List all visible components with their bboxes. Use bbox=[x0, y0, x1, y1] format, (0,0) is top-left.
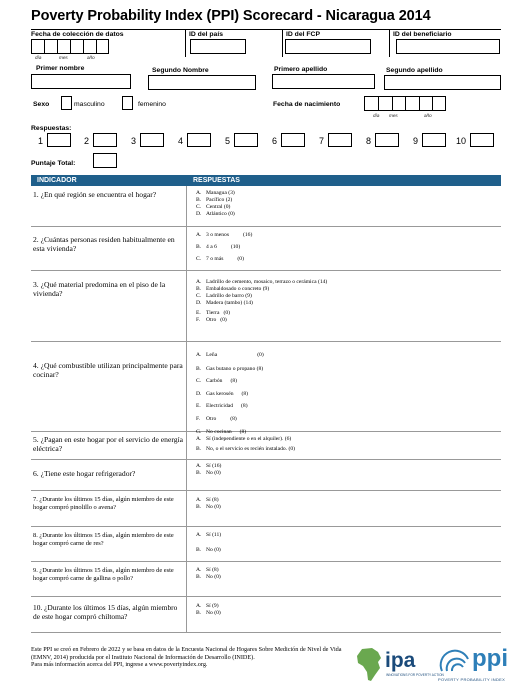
col-indicador: INDICADOR bbox=[37, 176, 77, 184]
answer-option-text: Atlántico (0) bbox=[206, 210, 235, 217]
row-divider bbox=[31, 459, 501, 460]
answer-option-key: A. bbox=[196, 603, 202, 609]
answer-option-text: Tierra bbox=[206, 309, 220, 316]
answer-option bbox=[196, 279, 327, 286]
answer-option-key: B. bbox=[196, 469, 202, 476]
id-fcp-field[interactable] bbox=[285, 39, 371, 54]
column-divider bbox=[186, 431, 187, 459]
answer-option-text: No, o el servicio es recién instalado. (0) bbox=[206, 445, 296, 452]
answer-option bbox=[196, 244, 240, 251]
answer-option-key: D. bbox=[196, 299, 202, 306]
ipa-logo bbox=[356, 647, 444, 683]
row-divider bbox=[31, 596, 501, 597]
question-text: 6. ¿Tiene este hogar refrigerador? bbox=[33, 469, 136, 478]
answer-option-key: B. bbox=[196, 244, 202, 250]
answer-option-key: B. bbox=[196, 445, 202, 452]
answer-box[interactable] bbox=[93, 133, 117, 147]
answer-option bbox=[196, 190, 235, 197]
answer-option-key: B. bbox=[196, 503, 202, 510]
answer-option-points: (8) bbox=[239, 429, 247, 436]
answer-box[interactable] bbox=[187, 133, 211, 147]
column-divider bbox=[186, 270, 187, 341]
answer-box[interactable] bbox=[375, 133, 399, 147]
answer-option-key: A. bbox=[196, 497, 202, 503]
answer-option-text: Gas butano o propano (8) bbox=[206, 366, 264, 373]
answer-option-key: F. bbox=[196, 316, 201, 323]
answer-option-key: C. bbox=[196, 256, 202, 262]
answer-option-key: E. bbox=[196, 402, 201, 409]
answer-option bbox=[196, 256, 244, 263]
answer-option-text: No (0) bbox=[206, 609, 221, 616]
answer-option bbox=[196, 293, 252, 300]
answer-option bbox=[196, 204, 230, 211]
answer-option-key: B. bbox=[196, 573, 202, 580]
footer-line-1: Este PPI se creó en Febrero de 2022 y se basa en datos de la Encuesta Nacional de Hogares Sobre Medición de Nivel de Vida bbox=[31, 646, 342, 653]
footer-line-2: (EMNV, 2014) producida por el Instituto Nacional de Información de Desarrollo (INIDE). bbox=[31, 653, 255, 661]
answer-option-text: No (0) bbox=[206, 469, 221, 476]
answer-number-label: 8 bbox=[366, 136, 372, 146]
answer-option-key: B. bbox=[196, 366, 202, 373]
label-segundo-apellido: Segundo apellido bbox=[386, 67, 443, 74]
answer-option-points: (0) bbox=[220, 316, 227, 323]
label-dia: día bbox=[35, 55, 42, 60]
label-primer-nombre: Primer nombre bbox=[36, 65, 85, 72]
answer-option-key: D. bbox=[196, 210, 202, 217]
label-femenino: femenino bbox=[138, 101, 166, 108]
answer-option bbox=[196, 547, 221, 554]
label-nac-mes: mes bbox=[389, 113, 398, 118]
answer-option-text: 7 o más bbox=[206, 256, 224, 262]
answer-option bbox=[196, 352, 264, 359]
answer-number-label: 9 bbox=[413, 136, 419, 146]
answer-option-key: A. bbox=[196, 532, 202, 538]
answer-option-points: (10) bbox=[230, 244, 241, 250]
answer-option bbox=[196, 286, 269, 293]
answer-option bbox=[196, 232, 252, 239]
row-divider bbox=[31, 632, 501, 633]
answer-option-text: Sí (8) bbox=[206, 567, 219, 573]
answer-option bbox=[196, 391, 248, 398]
answer-number-label: 2 bbox=[84, 136, 90, 146]
label-masculino: masculino bbox=[74, 101, 105, 108]
answer-number-label: 6 bbox=[272, 136, 278, 146]
answer-option-key: A. bbox=[196, 279, 202, 285]
answer-option bbox=[196, 436, 291, 443]
segundo-nombre-field[interactable] bbox=[148, 75, 256, 90]
primer-apellido-field[interactable] bbox=[272, 74, 375, 89]
label-id-pais: ID del país bbox=[189, 31, 223, 38]
answer-option bbox=[196, 197, 232, 204]
answer-option-points: (8) bbox=[230, 378, 237, 385]
footer-text bbox=[31, 646, 361, 669]
answer-option-text: Madera (tambo) (14) bbox=[206, 299, 253, 306]
ppi-logo-text: ppi bbox=[472, 645, 508, 672]
question-text: 10. ¿Durante los últimos 15 días, algún miembro de este hogar compró chiltoma? bbox=[33, 603, 178, 621]
ipa-logo-subtitle: INNOVATIONS FOR POVERTY ACTION bbox=[386, 673, 444, 677]
label-primer-apellido: Primero apellido bbox=[274, 66, 328, 73]
answer-option-points: (0) bbox=[223, 309, 230, 316]
answer-box[interactable] bbox=[470, 133, 494, 147]
answer-option bbox=[196, 504, 221, 511]
column-divider bbox=[186, 226, 187, 270]
answer-option-text: Sí (8) bbox=[206, 497, 219, 503]
answer-option bbox=[196, 463, 221, 470]
answer-option-text: Ladrillo de barro (9) bbox=[206, 292, 252, 299]
answer-option-points: (8) bbox=[241, 390, 249, 397]
answer-option bbox=[196, 532, 221, 539]
answer-option-text: Gas kerosén bbox=[206, 390, 234, 397]
masculino-checkbox[interactable] bbox=[61, 96, 72, 110]
answer-option-text: Managua (3) bbox=[206, 190, 235, 196]
answer-option-text: Sí (11) bbox=[206, 532, 222, 538]
answer-option-text: Carbón bbox=[206, 378, 223, 385]
label-mes: mes bbox=[59, 55, 68, 60]
question-text: 1. ¿En qué región se encuentra el hogar? bbox=[33, 190, 157, 199]
fecha-nacimiento-field[interactable] bbox=[364, 96, 446, 111]
answer-box[interactable] bbox=[140, 133, 164, 147]
ppi-logo bbox=[438, 647, 528, 685]
answer-option-points: (16) bbox=[243, 232, 253, 238]
ipa-logo-text: ipa bbox=[385, 649, 416, 672]
answer-number-label: 1 bbox=[38, 136, 44, 146]
answer-option-text: Central (0) bbox=[206, 203, 231, 210]
question-text: 8. ¿Durante los últimos 15 días, algún miembro de este hogar compró carne de res? bbox=[33, 532, 174, 547]
puntaje-total-field[interactable] bbox=[93, 153, 117, 168]
column-divider bbox=[186, 490, 187, 526]
answer-box[interactable] bbox=[234, 133, 258, 147]
answer-option-key: C. bbox=[196, 292, 202, 299]
answer-number-label: 5 bbox=[225, 136, 231, 146]
row-divider bbox=[31, 226, 501, 227]
answer-option bbox=[196, 366, 263, 373]
answer-option-key: B. bbox=[196, 546, 202, 553]
row-divider bbox=[31, 561, 501, 562]
row-divider bbox=[31, 490, 501, 491]
column-divider bbox=[186, 459, 187, 490]
question-text: 3. ¿Qué material predomina en el piso de la vivienda? bbox=[33, 280, 166, 299]
answer-option-key: C. bbox=[196, 203, 202, 210]
answer-box[interactable] bbox=[47, 133, 71, 147]
question-text: 4. ¿Qué combustible utilizan principalmente para cocinar? bbox=[33, 361, 183, 380]
answer-option-key: C. bbox=[196, 378, 202, 385]
label-fecha-nacimiento: Fecha de nacimiento bbox=[273, 101, 341, 108]
ppi-arcs-icon bbox=[438, 647, 472, 673]
answer-option-key: A. bbox=[196, 436, 202, 442]
answer-box[interactable] bbox=[281, 133, 305, 147]
answer-option bbox=[196, 416, 237, 423]
column-divider bbox=[186, 526, 187, 561]
answer-option-text: Electricidad bbox=[206, 402, 234, 409]
answer-option bbox=[196, 211, 235, 218]
answer-option-key: B. bbox=[196, 609, 202, 616]
answer-option-key: A. bbox=[196, 567, 202, 573]
answer-number-label: 3 bbox=[131, 136, 137, 146]
answer-option bbox=[196, 310, 230, 317]
answer-box[interactable] bbox=[422, 133, 446, 147]
table-header bbox=[31, 175, 501, 186]
row-divider bbox=[31, 341, 501, 342]
answer-option bbox=[196, 446, 295, 453]
fecha-coleccion-field[interactable] bbox=[31, 39, 109, 54]
label-nac-dia: día bbox=[373, 113, 380, 118]
primer-nombre-field[interactable] bbox=[31, 74, 131, 89]
divider bbox=[31, 29, 501, 30]
answer-option-text: Sí (independiente o en el alquiler). (6) bbox=[206, 436, 292, 442]
row-divider bbox=[31, 526, 501, 527]
answer-option-text: No cocinan bbox=[206, 429, 232, 436]
africa-map-icon bbox=[356, 647, 384, 683]
col-respuestas: RESPUESTAS bbox=[193, 176, 240, 184]
answer-option-points: (0) bbox=[237, 256, 244, 262]
answer-option bbox=[196, 300, 253, 307]
answer-option-text: Leña bbox=[206, 352, 218, 358]
answer-option-points: (0) bbox=[257, 352, 264, 358]
answer-option-key: D. bbox=[196, 390, 202, 397]
answer-option bbox=[196, 497, 219, 504]
label-segundo-nombre: Segundo Nombre bbox=[152, 67, 209, 74]
label-id-fcp: ID del FCP bbox=[286, 31, 320, 38]
answer-option-key: G. bbox=[196, 429, 202, 436]
page-title: Poverty Probability Index (PPI) Scorecard - Nicaragua 2014 bbox=[31, 8, 431, 24]
label-respuestas: Respuestas: bbox=[31, 125, 72, 132]
answer-option-text: Sí (16) bbox=[206, 463, 222, 469]
column-divider bbox=[186, 341, 187, 431]
answer-option-key: E. bbox=[196, 309, 201, 316]
answer-option bbox=[196, 403, 248, 410]
answer-option bbox=[196, 603, 219, 610]
answer-option bbox=[196, 317, 227, 324]
answer-option-text: Ladrillo de cemento, mosaico, terrazo o cerámica (14) bbox=[206, 279, 328, 285]
answer-option-text: Otro bbox=[206, 416, 217, 422]
question-text: 7. ¿Durante los últimos 15 días, algún miembro de este hogar compró pinolillo o avena? bbox=[33, 496, 174, 511]
answer-option-key: A. bbox=[196, 190, 202, 196]
id-beneficiario-field[interactable] bbox=[396, 39, 500, 54]
answer-option-key: A. bbox=[196, 232, 202, 238]
footer-line-3: Para más información acerca del PPI, ingrese a www.povertyindex.org. bbox=[31, 661, 208, 669]
question-text: 5. ¿Pagan en este hogar por el servicio de energía eléctrica? bbox=[33, 435, 183, 454]
question-text: 2. ¿Cuántas personas residen habitualmente en esta vivienda? bbox=[33, 235, 175, 254]
answer-option bbox=[196, 470, 221, 477]
answer-option-key: B. bbox=[196, 196, 202, 203]
answer-option-points: (8) bbox=[241, 402, 248, 409]
answer-option-key: B. bbox=[196, 285, 202, 292]
answer-option-text: No (0) bbox=[206, 546, 221, 553]
segundo-apellido-field[interactable] bbox=[384, 75, 501, 90]
answer-option bbox=[196, 567, 219, 574]
column-divider bbox=[186, 186, 187, 226]
answer-option bbox=[196, 610, 221, 617]
row-divider bbox=[31, 270, 501, 271]
answer-option-text: Sí (9) bbox=[206, 603, 219, 609]
femenino-checkbox[interactable] bbox=[122, 96, 133, 110]
id-pais-field[interactable] bbox=[190, 39, 246, 54]
label-ano: año bbox=[87, 55, 95, 60]
answer-option-text: No (0) bbox=[206, 503, 221, 510]
answer-option bbox=[196, 574, 221, 581]
ppi-logo-subtitle: POVERTY PROBABILITY INDEX bbox=[438, 677, 506, 682]
answer-option-text: Embaldosado o concreto (9) bbox=[206, 285, 270, 292]
answer-option-key: F. bbox=[196, 416, 201, 422]
question-text: 9. ¿Durante los últimos 15 días, algún miembro de este hogar compró carne de gallina o pollo? bbox=[33, 567, 174, 582]
answer-option-key: A. bbox=[196, 352, 202, 358]
answer-option bbox=[196, 378, 237, 385]
label-sexo: Sexo bbox=[33, 101, 50, 108]
answer-option-text: 4 a 6 bbox=[206, 244, 217, 250]
label-puntaje-total: Puntaje Total: bbox=[31, 160, 76, 167]
label-nac-ano: año bbox=[424, 113, 432, 118]
column-divider bbox=[186, 596, 187, 632]
label-fecha-coleccion: Fecha de colección de datos bbox=[31, 31, 124, 38]
row-divider bbox=[31, 431, 501, 432]
answer-number-label: 4 bbox=[178, 136, 184, 146]
answer-option-text: Pacífico (2) bbox=[206, 196, 233, 203]
answer-option-points: (8) bbox=[230, 416, 237, 422]
column-divider bbox=[186, 561, 187, 596]
answer-number-label: 7 bbox=[319, 136, 325, 146]
answer-option-text: Otro bbox=[206, 316, 217, 323]
answer-number-label: 10 bbox=[456, 136, 467, 146]
answer-option-text: 3 o menos bbox=[206, 232, 229, 238]
answer-option-key: A. bbox=[196, 463, 202, 469]
label-id-beneficiario: ID del beneficiario bbox=[393, 31, 452, 38]
answer-box[interactable] bbox=[328, 133, 352, 147]
answer-option-text: No (0) bbox=[206, 573, 221, 580]
